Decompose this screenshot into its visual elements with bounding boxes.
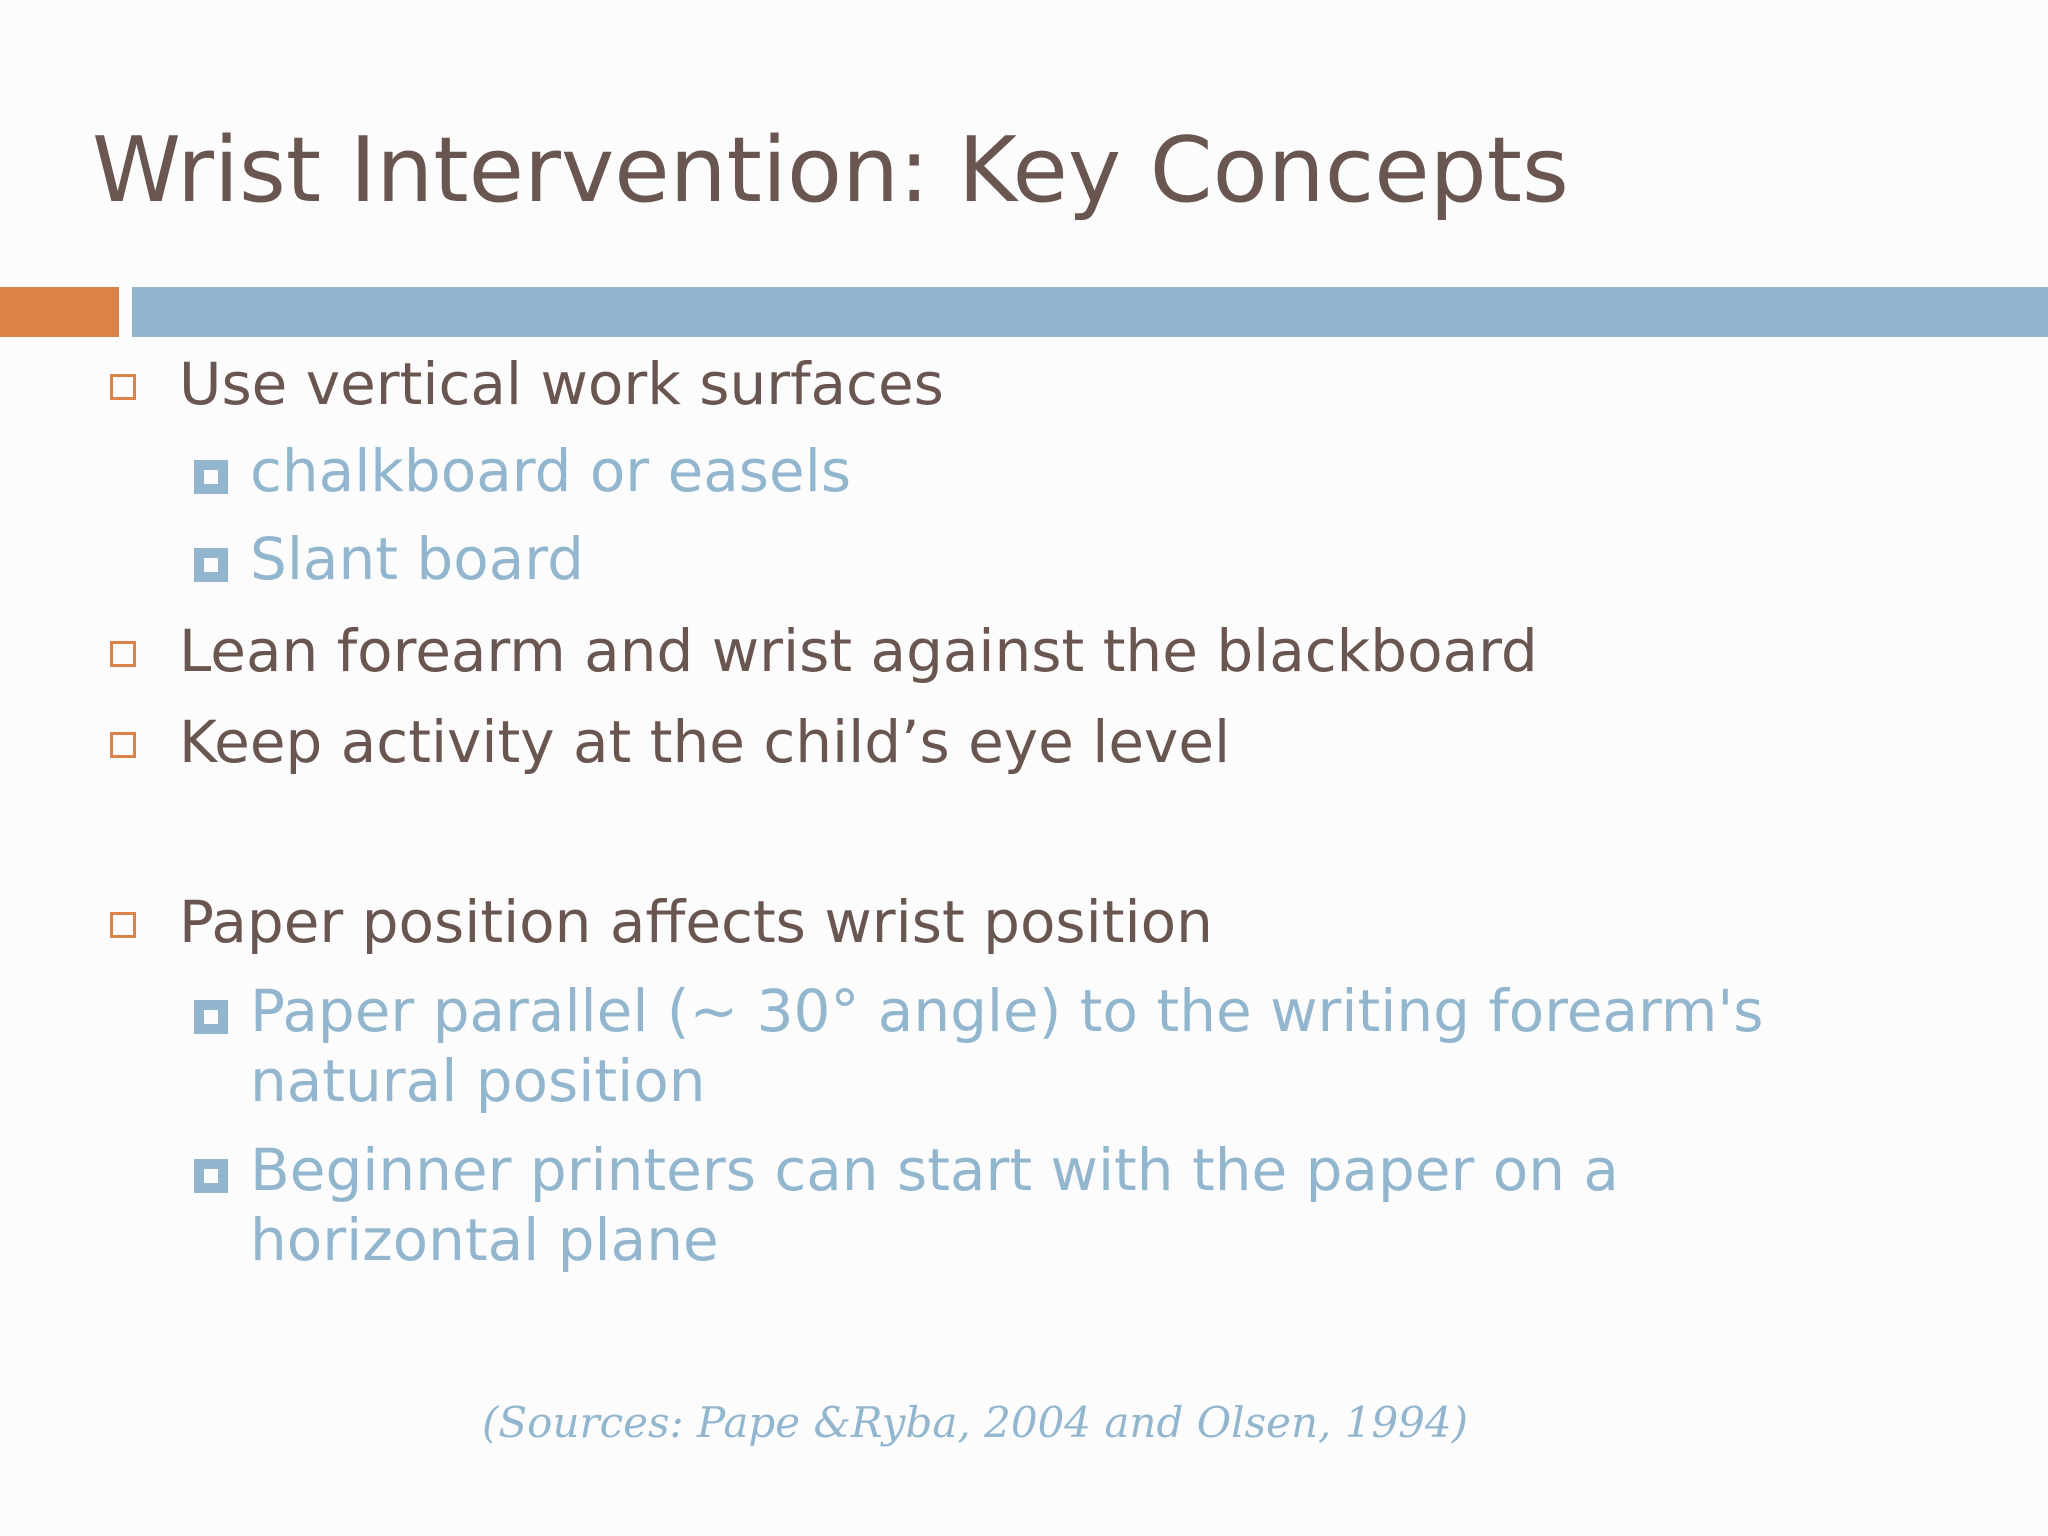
sub-bullet-text	[250, 976, 1764, 1116]
sources-citation: (Sources: Pape &Ryba, 2004 and Olsen, 1994)	[482, 1398, 1468, 1447]
hollow-square-bullet-icon	[110, 374, 136, 400]
sub-bullet-text-line: horizontal plane	[250, 1206, 719, 1274]
hollow-square-bullet-icon	[110, 641, 136, 667]
square-bullet-icon	[194, 1000, 228, 1034]
square-bullet-icon	[194, 460, 228, 494]
sub-bullet-text-line: natural position	[250, 1047, 706, 1115]
bullet-text: Paper position affects wrist position	[179, 888, 1213, 956]
square-bullet-icon	[194, 1159, 228, 1193]
sub-bullet-text	[250, 1135, 1619, 1275]
hollow-square-bullet-icon	[110, 732, 136, 758]
hollow-square-bullet-icon	[110, 912, 136, 938]
sub-bullet-text: chalkboard or easels	[250, 437, 852, 505]
square-bullet-icon	[194, 548, 228, 582]
sub-bullet-text-line: Paper parallel (~ 30° angle) to the writing forearm's	[250, 977, 1764, 1045]
bullet-text: Lean forearm and wrist against the blackboard	[179, 617, 1538, 685]
sub-bullet-text: Slant board	[250, 525, 584, 593]
bullet-text: Use vertical work surfaces	[179, 350, 944, 418]
sub-bullet-text-line: Beginner printers can start with the paper on a	[250, 1136, 1619, 1204]
bullet-text: Keep activity at the child’s eye level	[179, 708, 1231, 776]
slide-title: Wrist Intervention: Key Concepts	[92, 118, 1569, 223]
